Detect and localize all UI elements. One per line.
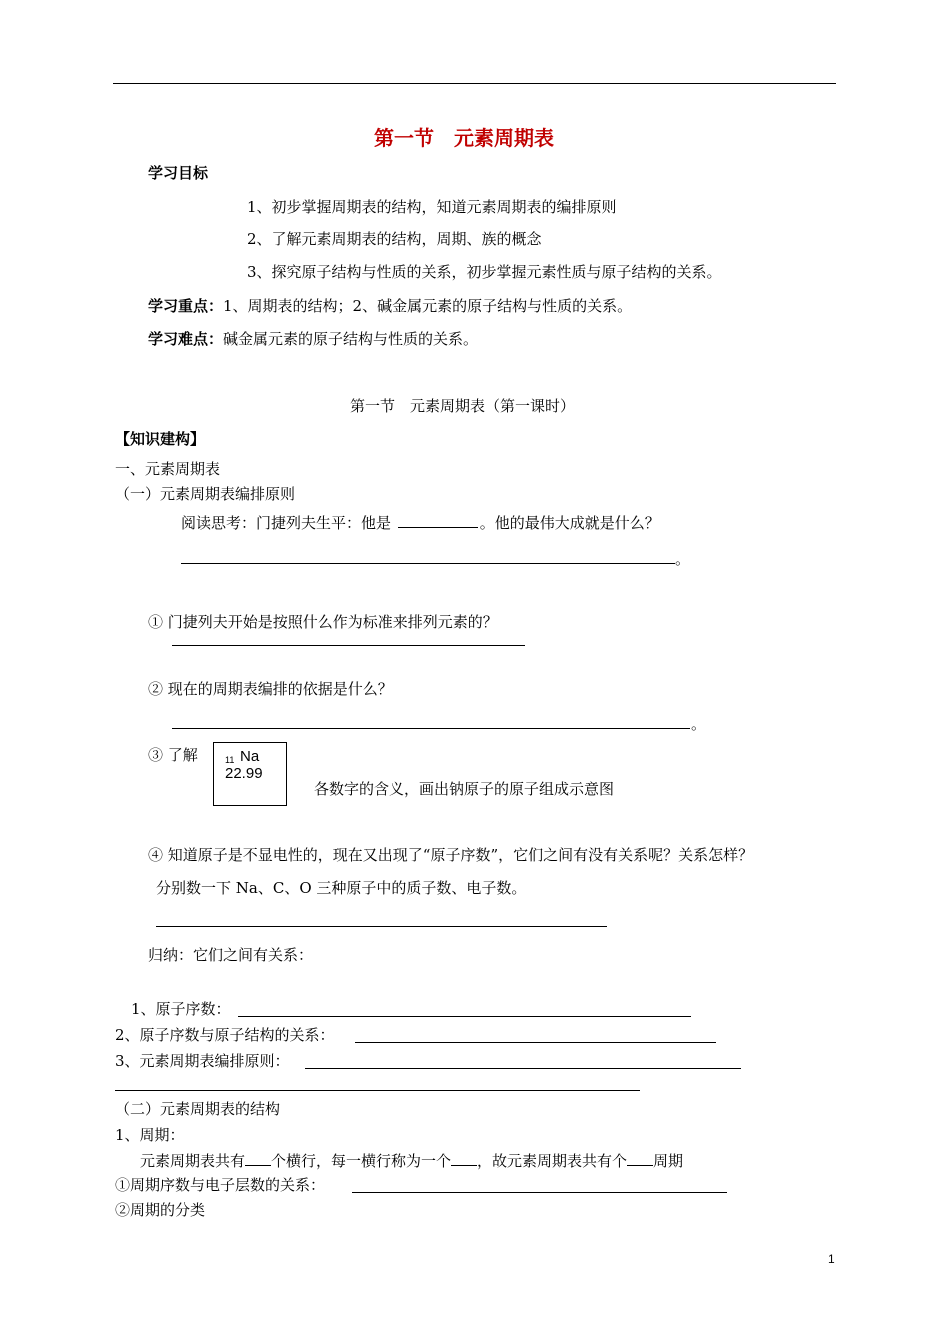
sodium-element-card xyxy=(213,742,287,806)
summary-label: 归纳：它们之间有关系： xyxy=(148,946,314,964)
line-end-mark: 。 xyxy=(675,550,691,568)
page-number: 1 xyxy=(828,1252,835,1266)
key-points-label: 学习重点： xyxy=(148,297,224,315)
objectives-heading: 学习目标 xyxy=(148,164,209,182)
answer-blank[interactable] xyxy=(627,1150,653,1166)
relation-2: 2、原子序数与原子结构的关系： xyxy=(115,1026,335,1044)
objective-item-1: 1、初步掌握周期表的结构，知道元素周期表的编排原则 xyxy=(247,198,617,216)
period-item-2: ②周期的分类 xyxy=(115,1201,206,1219)
atomic-number: 11 xyxy=(225,755,235,765)
answer-line[interactable] xyxy=(172,645,525,646)
answer-line[interactable] xyxy=(172,728,690,729)
relation-1: 1、原子序数： xyxy=(131,1000,231,1018)
page-title: 第一节 元素周期表 xyxy=(374,126,554,150)
lesson-subtitle: 第一节 元素周期表（第一课时） xyxy=(350,397,576,415)
answer-line[interactable] xyxy=(305,1068,741,1069)
line-end-mark: 。 xyxy=(691,715,707,733)
periods-statement xyxy=(140,1150,683,1171)
section-heading: 【知识建构】 xyxy=(115,430,206,448)
question-1: ① 门捷列夫开始是按照什么作为标准来排列元素的？ xyxy=(148,613,498,631)
periods-text-a: 元素周期表共有 xyxy=(140,1152,246,1170)
question-4-instruction: 分别数一下 Na、C、O 三种原子中的质子数、电子数。 xyxy=(156,879,527,897)
element-symbol: Na xyxy=(240,748,260,765)
periods-heading: 1、周期： xyxy=(115,1126,185,1144)
reading-question xyxy=(181,512,660,533)
question-3-text: 各数字的含义，画出钠原子的原子组成示意图 xyxy=(314,780,615,798)
reading-question-text-b: 。他的最伟大成就是什么？ xyxy=(479,514,660,532)
difficulty-label: 学习难点： xyxy=(148,330,224,348)
question-2: ② 现在的周期表编排的依据是什么？ xyxy=(148,680,393,698)
answer-line[interactable] xyxy=(355,1042,716,1043)
subheading-2: （二）元素周期表的结构 xyxy=(115,1100,281,1118)
answer-blank[interactable] xyxy=(451,1150,477,1166)
answer-line[interactable] xyxy=(115,1090,640,1091)
relation-3: 3、元素周期表编排原则： xyxy=(115,1052,290,1070)
key-points xyxy=(148,296,632,316)
key-points-text: 1、周期表的结构；2、碱金属元素的原子结构与性质的关系。 xyxy=(223,297,633,315)
reading-question-text-a: 阅读思考：门捷列夫生平：他是 xyxy=(181,514,392,532)
atomic-mass: 22.99 xyxy=(225,765,263,782)
answer-line[interactable] xyxy=(352,1192,727,1193)
part-heading-1: 一、元素周期表 xyxy=(115,460,221,478)
answer-line[interactable] xyxy=(181,563,675,564)
answer-blank[interactable] xyxy=(398,512,478,528)
difficulty-text: 碱金属元素的原子结构与性质的关系。 xyxy=(223,330,479,348)
header-rule xyxy=(113,83,836,84)
question-3-label: ③ 了解 xyxy=(148,746,198,764)
answer-line[interactable] xyxy=(238,1016,691,1017)
difficulty-points xyxy=(148,329,478,349)
periods-text-b: 个横行，每一横行称为一个 xyxy=(271,1152,452,1170)
answer-line[interactable] xyxy=(156,926,607,927)
periods-text-d: 周期 xyxy=(653,1152,684,1170)
period-item-1: ①周期序数与电子层数的关系： xyxy=(115,1176,326,1194)
answer-blank[interactable] xyxy=(245,1150,271,1166)
objective-item-2: 2、了解元素周期表的结构，周期、族的概念 xyxy=(247,230,542,248)
question-4: ④ 知道原子是不显电性的，现在又出现了“原子序数”，它们之间有没有关系呢？关系怎样？ xyxy=(148,846,754,864)
subheading-1: （一）元素周期表编排原则 xyxy=(115,485,296,503)
periods-text-c: ，故元素周期表共有个 xyxy=(477,1152,628,1170)
objective-item-3: 3、探究原子结构与性质的关系，初步掌握元素性质与原子结构的关系。 xyxy=(247,263,722,281)
